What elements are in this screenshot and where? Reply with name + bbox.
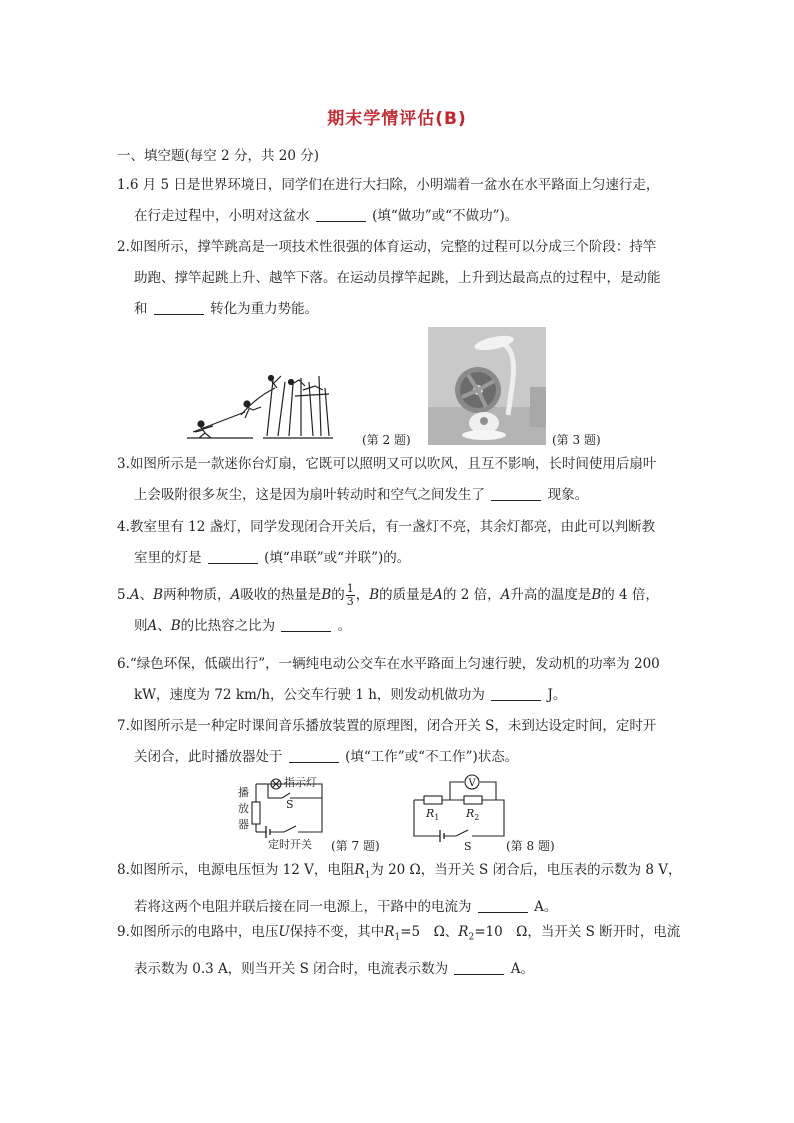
q8-text-b: 为 20 Ω，当开关 S 闭合后，电压表的示数为 8 V， <box>370 862 682 878</box>
q8-answer-blank[interactable] <box>478 898 528 913</box>
q1-answer-blank[interactable] <box>316 208 366 223</box>
q2-line-3 <box>117 294 687 325</box>
q3-answer-blank[interactable] <box>491 487 541 502</box>
q9-line-1 <box>117 917 687 954</box>
q7-text-b: (填“工作”或“不工作”)状态。 <box>345 749 519 765</box>
q5-var-b: B <box>153 587 164 603</box>
player-label-1: 播 <box>238 786 249 799</box>
fig7-circuit <box>228 774 328 852</box>
q5-text-3: 吸收的热量是 <box>240 587 322 603</box>
q5-text-4: 的 <box>331 587 345 603</box>
r2-letter: R <box>466 807 475 820</box>
q2-text-b: 转化为重力势能。 <box>210 301 319 317</box>
question-6 <box>117 649 687 711</box>
q8-r-subscript: 1 <box>364 870 371 881</box>
q3-text-b: 现象。 <box>547 487 589 503</box>
r1-subscript: 1 <box>434 813 440 822</box>
q8-text-d: A。 <box>534 898 558 915</box>
q9-text-f: A。 <box>510 960 534 977</box>
desk-fan-lamp-photo <box>428 327 546 445</box>
q1-line-2 <box>117 201 687 232</box>
question-4 <box>117 512 687 574</box>
q9-text-c: =5 Ω、 <box>400 924 459 940</box>
voltmeter-label: V <box>468 778 476 789</box>
question-2 <box>117 232 687 325</box>
q9-line-2 <box>117 954 687 985</box>
question-1 <box>117 170 687 232</box>
q2-answer-blank[interactable] <box>154 301 204 316</box>
q3-line-2 <box>117 480 687 511</box>
q5-line-1 <box>117 580 687 611</box>
q7-line-1: 7.如图所示是一种定时课间音乐播放装置的原理图，闭合开关 S，未到达设定时间，定时开 <box>117 718 657 734</box>
fig2-caption: (第 2 题) <box>362 433 411 447</box>
q5-var-a: A <box>500 587 511 603</box>
q8-line-1 <box>117 855 687 892</box>
fig7-caption: (第 7 题) <box>331 839 380 853</box>
q9-text-b: 保持不变，其中 <box>289 924 385 940</box>
q4-text-a: 室里的灯是 <box>134 550 202 566</box>
question-3 <box>117 449 687 511</box>
q5-text-7: 的 2 倍， <box>442 587 501 603</box>
q2-line-2: 助跑、撑竿起跳上升、越竿下落。在运动员撑竿起跳，上升到达最高点的过程中，是动能 <box>134 270 661 286</box>
q6-line-2 <box>117 680 687 711</box>
q3-text-a: 上会吸附很多灰尘，这是因为扇叶转动时和空气之间发生了 <box>134 487 485 503</box>
timer-switch-label: 定时开关 <box>268 838 312 851</box>
q9-r2-subscript: 2 <box>468 932 475 943</box>
q9-r1-letter: R <box>384 924 395 940</box>
section-heading: 一、填空题(每空 2 分，共 20 分) <box>117 148 319 164</box>
q5-number: 5. <box>117 587 130 603</box>
q6-text-a: kW，速度为 72 km/h，公交车行驶 1 h，则发动机做功为 <box>134 687 485 703</box>
q1-text-b: (填“做功”或“不做功”)。 <box>372 208 519 224</box>
q9-text-a: 9.如图所示的电路中，电压 <box>117 924 279 940</box>
q5-text-8: 升高的温度是 <box>510 587 592 603</box>
q9-text-d: =10 Ω，当开关 S 断开时，电流 <box>474 924 681 940</box>
q4-line-2 <box>117 543 687 574</box>
q5-fraction <box>346 583 355 608</box>
q3-line-1: 3.如图所示是一款迷你台灯扇，它既可以照明又可以吹风，且互不影响，长时间使用后扇叶 <box>117 456 657 472</box>
r1-label <box>425 807 439 822</box>
q6-answer-blank[interactable] <box>491 687 541 702</box>
fig8-circuit <box>412 772 506 852</box>
player-label-2: 放 <box>238 802 249 815</box>
question-5 <box>117 580 687 642</box>
q5-sep: 、 <box>157 618 171 634</box>
q1-line-1: 1.6 月 5 日是世界环境日，同学们在进行大扫除，小明端着一盆水在水平路面上匀速行走， <box>117 177 660 193</box>
q2-line-1: 2.如图所示，撑竿跳高是一项技术性很强的体育运动，完整的过程可以分成三个阶段：持竿 <box>117 239 657 255</box>
q5-var-a: A <box>147 618 158 634</box>
switch-s-label: S <box>464 840 472 852</box>
q8-r-letter: R <box>354 862 365 878</box>
q7-line-2 <box>117 742 687 773</box>
r1-letter: R <box>426 807 435 820</box>
q8-text-a: 8.如图所示，电源电压恒为 12 V，电阻 <box>117 862 355 878</box>
fraction-denominator: 3 <box>346 595 354 608</box>
q5-text-2: 两种物质， <box>163 587 231 603</box>
q5-text-l2b: 的比热容之比为 <box>180 618 276 634</box>
q9-answer-blank[interactable] <box>454 960 504 975</box>
fig8-caption: (第 8 题) <box>506 839 555 853</box>
q5-text-9: 的 4 倍， <box>601 587 659 603</box>
q5-var-a: A <box>433 587 443 603</box>
question-7 <box>117 711 687 773</box>
q9-text-e: 表示数为 0.3 A，则当开关 S 闭合时，电流表示数为 <box>134 960 449 977</box>
q5-sep: 、 <box>139 587 154 603</box>
q4-answer-blank[interactable] <box>208 550 258 565</box>
q5-var-b: B <box>591 587 602 603</box>
q5-answer-blank[interactable] <box>281 618 331 633</box>
q9-r1-subscript: 1 <box>394 932 401 943</box>
q5-text-5: ， <box>355 587 370 603</box>
question-8 <box>117 855 687 923</box>
fraction-numerator: 1 <box>346 582 354 595</box>
q5-text-6: 的质量是 <box>379 587 434 603</box>
q5-text-l2a: 则 <box>134 618 148 634</box>
q5-line-2 <box>117 611 687 642</box>
q6-line-1: 6.“绿色环保，低碳出行”，一辆纯电动公交车在水平路面上匀速行驶，发动机的功率为 200 <box>117 656 660 672</box>
q5-var-a: A <box>129 587 140 603</box>
q5-var-b: B <box>170 618 181 634</box>
lamp-label: 指示灯 <box>284 776 317 789</box>
player-label-3: 器 <box>238 818 249 831</box>
q9-u-letter: U <box>278 924 290 940</box>
pole-vault-figure <box>183 360 363 442</box>
switch-label: S <box>286 798 294 811</box>
fig3-caption: (第 3 题) <box>552 433 601 447</box>
q9-r2-letter: R <box>458 924 469 940</box>
q5-text-l2c: 。 <box>337 618 352 634</box>
q6-text-b: J。 <box>547 687 567 703</box>
q5-var-a: A <box>230 587 241 603</box>
page-title: 期末学情评估(B) <box>327 109 467 129</box>
r2-subscript: 2 <box>474 813 480 822</box>
q1-text-a: 在行走过程中，小明对这盆水 <box>134 208 310 224</box>
q7-answer-blank[interactable] <box>289 749 339 764</box>
q8-text-c: 若将这两个电阻并联后接在同一电源上，干路中的电流为 <box>134 898 472 915</box>
q4-text-b: (填“串联”或“并联”)的。 <box>264 550 411 566</box>
q5-var-b: B <box>321 587 332 603</box>
q2-text-a: 和 <box>134 301 148 317</box>
q7-text-a: 关闭合，此时播放器处于 <box>134 749 283 765</box>
question-9 <box>117 917 687 985</box>
q5-var-b: B <box>369 587 380 603</box>
q4-line-1: 4.教室里有 12 盏灯，同学发现闭合开关后，有一盏灯不亮，其余灯都亮，由此可以判断教 <box>117 519 656 535</box>
r2-label <box>465 807 479 822</box>
